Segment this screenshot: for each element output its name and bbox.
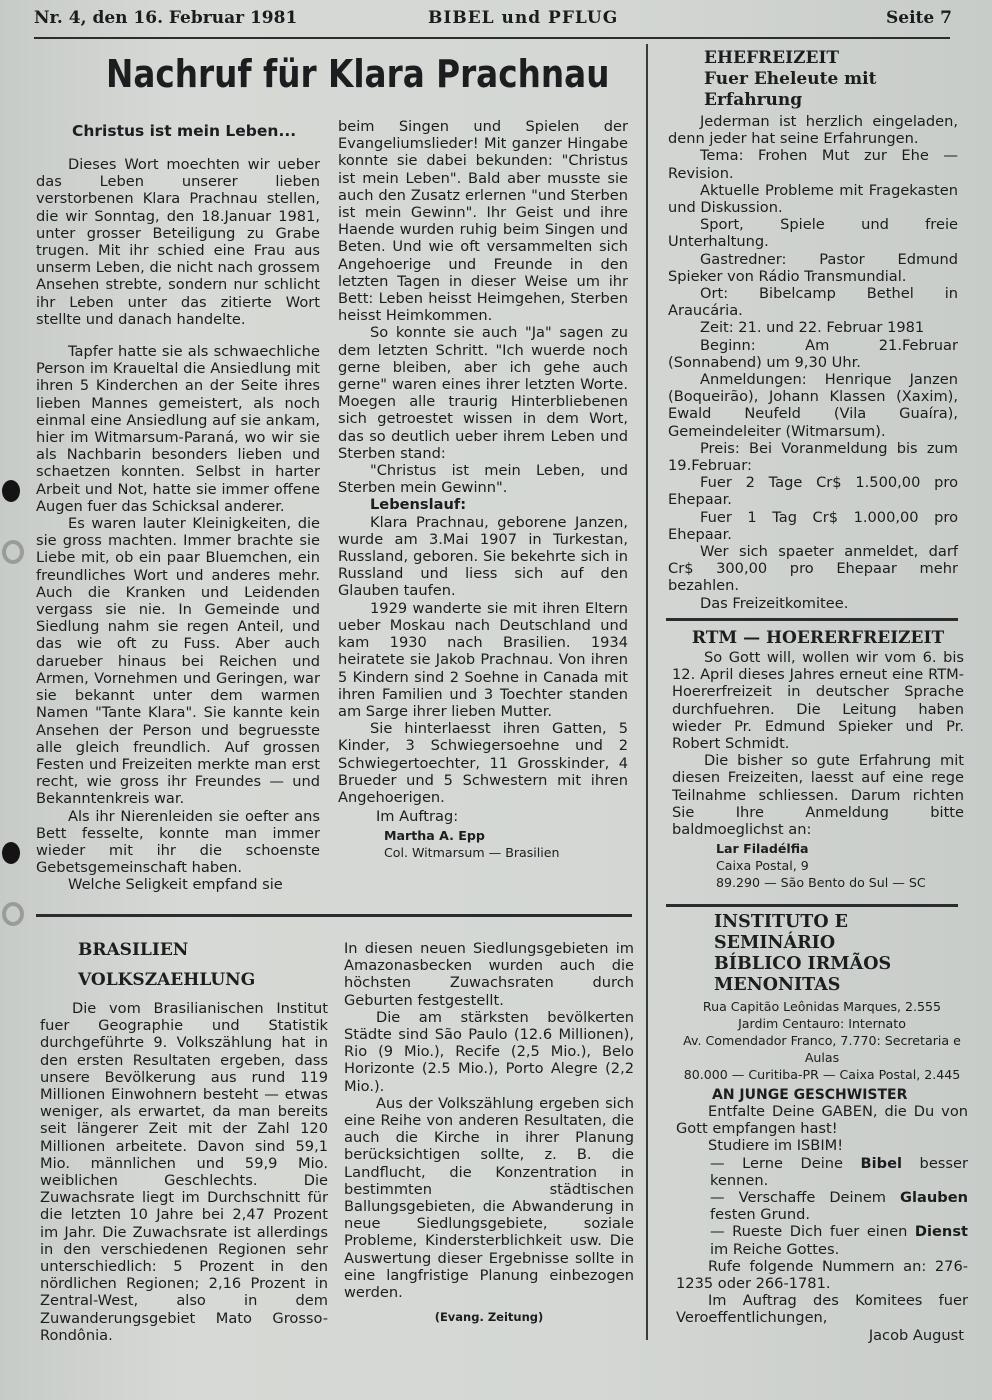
paragraph: Tapfer hatte sie als schwaechliche Person im Kraueltal die Ansiedlung mit ihren 5 Kinderchen an der Seite ihres lieben Mannes gemeistert, als noch einmal eine Ansiedlung auf sie ankam, hier im Witmarsum-Paraná, wo wir sie als Nachbarin besonders lieben und schaetzen konnten. Selbst in harter Arbeit und Not, hatte sie immer offene Augen fuer das Schicksal anderer. xyxy=(36,343,320,515)
page-number: Seite 7 xyxy=(886,8,952,28)
instituto-address: 80.000 — Curitiba-PR — Caixa Postal, 2.445 xyxy=(683,1067,961,1082)
census-text xyxy=(344,940,634,1301)
instituto-address: Rua Capitão Leônidas Marques, 2.555 xyxy=(702,999,942,1014)
signer-place: Col. Witmarsum — Brasilien xyxy=(384,845,560,861)
bullet-emphasis: Bibel xyxy=(860,1154,903,1172)
paragraph: Rufe folgende Nummern an: 276-1235 oder 266-1781. xyxy=(676,1257,968,1293)
signoff: Im Auftrag: xyxy=(376,808,459,826)
paragraph: Fuer 1 Tag Cr$ 1.000,00 pro Ehepaar. xyxy=(668,508,958,543)
rtm-text xyxy=(672,649,964,838)
obituary-text xyxy=(338,118,628,825)
instituto-address: Jardim Centauro: Internato xyxy=(738,1016,906,1031)
instituto-heading: MENONITAS xyxy=(714,975,841,995)
census-heading: VOLKSZAEHLUNG xyxy=(78,970,256,990)
ehefreizeit-box xyxy=(668,48,958,612)
paragraph: Sport, Spiele und freie Unterhaltung. xyxy=(668,216,958,251)
paragraph: Ort: Bibelcamp Bethel in Araucária. xyxy=(668,285,958,320)
paragraph: Wer sich spaeter anmeldet, darf Cr$ 300,00 pro Ehepaar mehr bezahlen. xyxy=(668,543,958,595)
issue-date: Nr. 4, den 16. Februar 1981 xyxy=(34,8,298,28)
paragraph: Es waren lauter Kleinigkeiten, die sie gross machten. Immer brachte sie Liebe mit, ob ein paar Bluemchen, ein freundliches Wort und anderes mehr. Auch die Kranken und Leidenden vergass sie nie. In Gemeinde und Siedlung nahm sie regen Anteil, und das wie oft zu Fuss. Aber auch darueber hinaus bei Reichen und Armen, Vornehmen und Geringen, war sie bekannt unter dem warmen Namen "Tante Klara". Sie kannte kein Ansehen der Person und begruesste alle gleich freundlich. Auf grossen Festen und Freizeiten merkte man erst recht, wie gross ihr Freundes — und Bekanntenkreis war. xyxy=(36,515,320,808)
binder-hole xyxy=(2,842,20,864)
bullet-text: — Lerne Deine xyxy=(710,1154,861,1172)
obituary-title: Nachruf für Klara Prachnau xyxy=(106,52,610,96)
paragraph: Jederman ist herzlich eingeladen, denn jeder hat seine Erfahrungen. xyxy=(668,113,958,148)
header-rule xyxy=(34,37,950,39)
paragraph: Welche Seligkeit empfand sie xyxy=(68,876,283,894)
bullet-text: — Verschaffe Deinem xyxy=(710,1189,901,1207)
bullet-text: — Rueste Dich fuer einen xyxy=(710,1223,915,1241)
rtm-address-name: Lar Filadélfia xyxy=(716,841,809,857)
census-text xyxy=(40,1000,328,1344)
ehefreizeit-heading: EHEFREIZEIT xyxy=(704,48,840,68)
paragraph: Die am stärksten bevölkerten Städte sind São Paulo (12.6 Millionen), Rio (9 Mio.), Recife (2,5 Mio.), Belo Horizonte (2.5 Mio.), Porto Alegre (2,2 Mio.). xyxy=(344,1008,634,1095)
paragraph: Dieses Wort moechten wir ueber das Leben unserer lieben verstorbenen Klara Prachnau stellen, die wir Sonntag, den 18.Januar 1981, unter grosser Beteiligung zu Grabe trugen. Mit ihr schied eine Frau aus unserm Leben, die nicht nach grossem Ansehen strebte, sondern nur schlicht ihr Leben unter das zitierte Wort stellte und danach handelte. xyxy=(36,156,320,328)
ehefreizeit-subheading: Fuer Eheleute mit Erfahrung xyxy=(704,69,877,110)
census-source: (Evang. Zeitung) xyxy=(434,1310,544,1325)
paragraph: Entfalte Deine GABEN, die Du von Gott empfangen hast! xyxy=(676,1103,968,1138)
bullet-text: im Reiche Gottes. xyxy=(710,1240,840,1258)
bullet-emphasis: Dienst xyxy=(914,1223,968,1241)
paragraph: Das Freizeitkomitee. xyxy=(700,594,849,612)
bullet-text: festen Grund. xyxy=(710,1206,811,1224)
rtm-address-box: Caixa Postal, 9 xyxy=(716,858,809,874)
rtm-heading: RTM — HOERERFREIZEIT xyxy=(691,628,945,648)
instituto-signer: Jacob August xyxy=(868,1326,964,1344)
bullet-item xyxy=(676,1223,968,1257)
paragraph: Beginn: Am 21.Februar (Sonnabend) um 9,30 Uhr. xyxy=(668,336,958,371)
paragraph: Sie hinterlaesst ihren Gatten, 5 Kinder, 3 Schwiegersoehne und 2 Schwiegertoechter, 11 Grosskinder, 4 Brueder und 5 Schwestern mit ihren Angehoerigen. xyxy=(338,720,628,806)
paragraph: Anmeldungen: Henrique Janzen (Boqueirão), Johann Klassen (Xaxim), Ewald Neufeld (Vila Guaíra), Gemeindeleiter (Witmarsum). xyxy=(668,371,958,440)
paragraph: Studiere im ISBIM! xyxy=(708,1137,844,1155)
census-column-2 xyxy=(344,940,634,1326)
bullet-item xyxy=(676,1189,968,1223)
instituto-address: Av. Comendador Franco, 7.770: Secretaria e Aulas xyxy=(683,1033,961,1065)
section-rule xyxy=(36,914,632,917)
binder-hole xyxy=(2,540,24,564)
paragraph: Als ihr Nierenleiden sie oefter ans Bett fesselte, konnte man immer wieder mit ihr die schoenste Gebetsgemeinschaft haben. xyxy=(36,807,320,877)
obituary-subtitle: Christus ist mein Leben... xyxy=(72,122,297,140)
column-divider xyxy=(646,44,648,1340)
bullet-text: besser kennen. xyxy=(710,1154,968,1189)
paragraph: "Christus ist mein Leben, und Sterben mein Gewinn". xyxy=(338,462,628,497)
instituto-text xyxy=(676,1103,968,1327)
instituto-heading: INSTITUTO E SEMINÁRIO xyxy=(714,912,849,953)
binder-hole xyxy=(2,480,20,502)
binder-hole xyxy=(2,902,24,926)
paragraph: Tema: Frohen Mut zur Ehe — Revision. xyxy=(668,147,958,182)
paragraph: Aus der Volkszählung ergeben sich eine Reihe von anderen Resultaten, die auch die Kirche in ihrer Planung berücksichtigen sollte, z. B. die Landflucht, die Konzentration in bestimmten städtischen Ballungsgebieten, die Abwanderung in neue Siedlungsgebiete, soziale Probleme, Kindersterblichkeit usw. Die Auswertung dieser Ergebnisse sollte in eine langfristige Planung einbezogen werden. xyxy=(344,1094,634,1302)
paragraph: Klara Prachnau, geborene Janzen, wurde am 3.Mai 1907 in Turkestan, Russland, geboren. Sie bekehrte sich in Russland und liess sich auf den Glauben taufen. xyxy=(338,513,628,600)
section-rule xyxy=(666,904,958,907)
section-rule xyxy=(666,618,958,621)
lebenslauf-heading: Lebenslauf: xyxy=(370,496,467,514)
paragraph: Die vom Brasilianischen Institut fuer Geographie und Statistik durchgeführte 9. Volkszählung hat in den ersten Resultaten ergeben, dass unsere Bevölkerung aus rund 119 Millionen Einwohnern besteht — etwas weniger, als erwartet, da man bereits seit längerer Zeit mit der Zahl 120 Millionen arbeitete. Davon sind 59,1 Mio. männlichen und 59,9 Mio. weiblichen Geschlechts. Die Zuwachsrate liegt im Durchschnitt für die letzten 10 Jahre bei 2,47 Prozent im Jahr. Die Zuwachsrate ist allerdings in den verschiedenen Regionen sehr unterschiedlich: 5 Prozent in den nördlichen Regionen; 2,16 Prozent in Zentral-West, also in dem Zuwanderungsgebiet Mato Grosso-Rondônia. xyxy=(40,1000,328,1344)
paragraph: beim Singen und Spielen der Evangeliumslieder! Mit ganzer Hingabe konnte sie dabei bekunden: "Christus ist mein Leben". Bald aber musste sie auch den Zusatz erlernen "und Sterben ist mein Gewinn". Ihr Geist und ihre Haende wurden ruhig beim Singen und Beten. Und wie oft versammelten sich Angehoerige und Freunde in den letzten Tagen in dieser Weise um ihr Bett: Leben heisst Heimgehen, Sterben heisst Heimkommen. xyxy=(338,118,628,325)
rtm-box xyxy=(672,628,964,891)
paragraph: In diesen neuen Siedlungsgebieten im Amazonasbecken wurden auch die höchsten Zuwachsraten durch Geburten festgestellt. xyxy=(344,940,634,1009)
census-heading: BRASILIEN xyxy=(78,940,189,960)
ehefreizeit-text xyxy=(668,113,958,612)
paragraph: Fuer 2 Tage Cr$ 1.500,00 pro Ehepaar. xyxy=(668,474,958,509)
instituto-subheading: AN JUNGE GESCHWISTER xyxy=(712,1087,908,1103)
paragraph: Gastredner: Pastor Edmund Spieker von Rádio Transmundial. xyxy=(668,250,958,285)
obituary-column-2 xyxy=(338,118,628,861)
obituary-column-1 xyxy=(36,122,320,894)
paragraph: So Gott will, wollen wir vom 6. bis 12. April dieses Jahres erneut eine RTM-Hoererfreizeit in deutscher Sprache durchfuehren. Die Leitung haben wieder Pr. Edmund Spieker und Pr. Robert Schmidt. xyxy=(672,649,964,753)
paper-name: BIBEL und PFLUG xyxy=(428,8,619,28)
paragraph: Die bisher so gute Erfahrung mit diesen Freizeiten, laesst auf eine rege Teilnahme schliessen. Darum richten Sie Ihre Anmeldung bitte baldmoeglichst an: xyxy=(672,752,964,839)
paragraph: 1929 wanderte sie mit ihren Eltern ueber Moskau nach Deutschland und kam 1930 nach Brasilien. 1934 heiratete sie Jakob Prachnau. Von ihren 5 Kindern sind 2 Soehne in Canada mit ihren Familien und 3 Toechter standen am Sarge ihrer lieben Mutter. xyxy=(338,599,628,720)
paragraph: Aktuelle Probleme mit Fragekasten und Diskussion. xyxy=(668,181,958,217)
signer-name: Martha A. Epp xyxy=(384,828,485,844)
paragraph: Im Auftrag des Komitees fuer Veroeffentlichungen, xyxy=(676,1292,968,1327)
paragraph: So konnte sie auch "Ja" sagen zu dem letzten Schritt. "Ich wuerde noch gerne bleiben, aber ich gehe auch gerne" waren eines ihrer letzten Worte. Moegen alle traurig Hinterbliebenen sich getroestet wissen in dem Wort, das so deutlich ueber ihrem Leben und Sterben stand: xyxy=(338,324,628,462)
bullet-item xyxy=(676,1155,968,1189)
bullet-emphasis: Glauben xyxy=(900,1189,968,1207)
instituto-box xyxy=(676,912,968,1344)
paragraph: Zeit: 21. und 22. Februar 1981 xyxy=(700,319,925,337)
rtm-address-city: 89.290 — São Bento do Sul — SC xyxy=(716,875,926,891)
obituary-text xyxy=(36,156,320,894)
paragraph: Preis: Bei Voranmeldung bis zum 19.Februar: xyxy=(668,439,958,475)
census-column-1 xyxy=(40,940,328,1344)
instituto-heading: BÍBLICO IRMÃOS xyxy=(714,954,892,974)
